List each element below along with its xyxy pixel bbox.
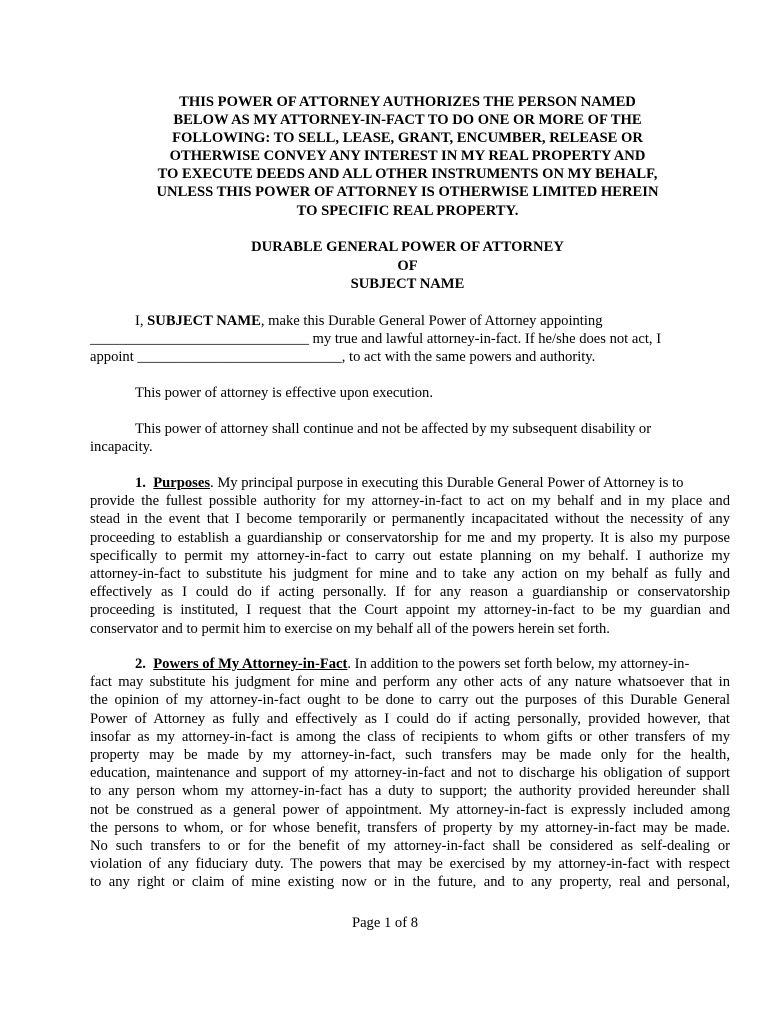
section-1-line: conservator and to permit him to exercise on my behalf all of the powers herein set forth. [90, 620, 610, 637]
effective-text: This power of attorney is effective upon execution. [135, 385, 433, 401]
section-1-purposes [90, 474, 730, 638]
section-2-line: insofar as my attorney-in-fact is among the class of recipients to whom gifts or other transfers of my [90, 728, 730, 745]
title-line: SUBJECT NAME [350, 276, 465, 292]
notice-line: FOLLOWING: TO SELL, LEASE, GRANT, ENCUMBER, RELEASE OR [172, 130, 643, 147]
section-2-line: to any person whom my attorney-in-fact has a duty to support; the authority provided hereunder shall [90, 783, 730, 800]
intro-line-2: ______________________________ my true and lawful attorney-in-fact. If he/she does not act, I [90, 331, 662, 348]
section-2-first-line [90, 655, 730, 673]
section-1-line: provide the fullest possible authority for my attorney-in-fact to act on my behalf and in my place and [90, 493, 730, 510]
section-1-line: attorney-in-fact to substitute his judgment for mine and to take any action on my behalf as fully and [90, 566, 730, 583]
real-property-notice [95, 93, 720, 220]
notice-line: BELOW AS MY ATTORNEY-IN-FACT TO DO ONE OR MORE OF THE [173, 112, 642, 129]
section-1-number: 1. [135, 475, 146, 491]
notice-line: UNLESS THIS POWER OF ATTORNEY IS OTHERWISE LIMITED HEREIN [156, 184, 659, 201]
section-2-line: to any right or claim of mine existing now or in the future, and to any property, real and personal, [90, 874, 730, 891]
intro-prefix: I, [135, 313, 148, 329]
section-2-line: property may be made by my attorney-in-fact, such transfers may be made only for the health, [90, 747, 730, 764]
section-2-line: fact may substitute his judgment for mine and perform any other acts of any nature whatsoever that in [90, 674, 730, 691]
section-2-number: 2. [135, 656, 146, 672]
durable-paragraph [90, 420, 730, 456]
section-2-first-line-rest: . In addition to the powers set forth below, my attorney-in- [347, 656, 690, 672]
section-1-line: proceeding to establish a guardianship or conservatorship for me and my property. It is also my purpose [90, 529, 730, 546]
section-2-line: No such transfers to or for the benefit of my attorney-in-fact shall be considered as self-dealing or [90, 838, 730, 855]
title-line: OF [397, 257, 418, 274]
document-title [95, 238, 720, 294]
section-2-line: education, maintenance and support of my attorney-in-fact and not to discharge his obligation of support [90, 765, 730, 782]
section-1-first-line-rest: . My principal purpose in executing this Durable General Power of Attorney is to [210, 475, 684, 491]
intro-line-1-rest: , make this Durable General Power of Attorney appointing [260, 313, 603, 329]
notice-line: TO SPECIFIC REAL PROPERTY. [296, 202, 519, 219]
subject-name: SUBJECT NAME [147, 313, 261, 329]
section-2-line: the opinion of my attorney-in-fact ought to be done to carry out the purposes of this Durable General [90, 692, 730, 709]
section-2-heading: Powers of My Attorney-in-Fact [153, 656, 348, 672]
intro-line-3: appoint ____________________________, to act with the same powers and authority. [90, 349, 596, 366]
effective-paragraph [90, 384, 730, 402]
page-number: Page 1 of 8 [351, 915, 419, 931]
section-2-powers [90, 655, 730, 892]
intro-line-1 [90, 312, 730, 330]
section-2-line: not be construed as a general power of appointment. My attorney-in-fact is expressly included among [90, 801, 730, 818]
section-1-first-line [90, 474, 730, 492]
title-line: DURABLE GENERAL POWER OF ATTORNEY [251, 239, 564, 255]
intro-paragraph [90, 312, 730, 367]
section-2-line: violation of any fiduciary duty. The powers that may be exercised by my attorney-in-fact with respect [90, 856, 730, 873]
section-1-line: specifically to permit my attorney-in-fact to carry out estate planning on my behalf. I authorize my [90, 547, 730, 564]
notice-line: OTHERWISE CONVEY ANY INTEREST IN MY REAL PROPERTY AND [169, 148, 646, 165]
notice-line: THIS POWER OF ATTORNEY AUTHORIZES THE PERSON NAMED [179, 94, 636, 110]
section-1-line: proceeding is instituted, I request that the Court appoint my attorney-in-fact to be my guardian and [90, 602, 730, 619]
durable-line-1: This power of attorney shall continue and not be affected by my subsequent disability or [135, 421, 652, 437]
durable-line-2: incapacity. [90, 439, 153, 456]
section-1-line: stead in the event that I become temporarily or permanently incapacitated without the necessity of any [90, 511, 730, 528]
section-1-heading: Purposes [153, 475, 211, 491]
section-2-line: Power of Attorney as fully and effectively as I could do if acting personally, provided however, that [90, 710, 730, 727]
section-2-line: the persons to whom, or for whose benefit, transfers of property by my attorney-in-fact may be made. [90, 819, 730, 836]
section-1-line: effectively as I could do if acting personally. If for any reason a guardianship or conservatorship [90, 584, 730, 601]
notice-line: TO EXECUTE DEEDS AND ALL OTHER INSTRUMENTS ON MY BEHALF, [157, 166, 658, 183]
